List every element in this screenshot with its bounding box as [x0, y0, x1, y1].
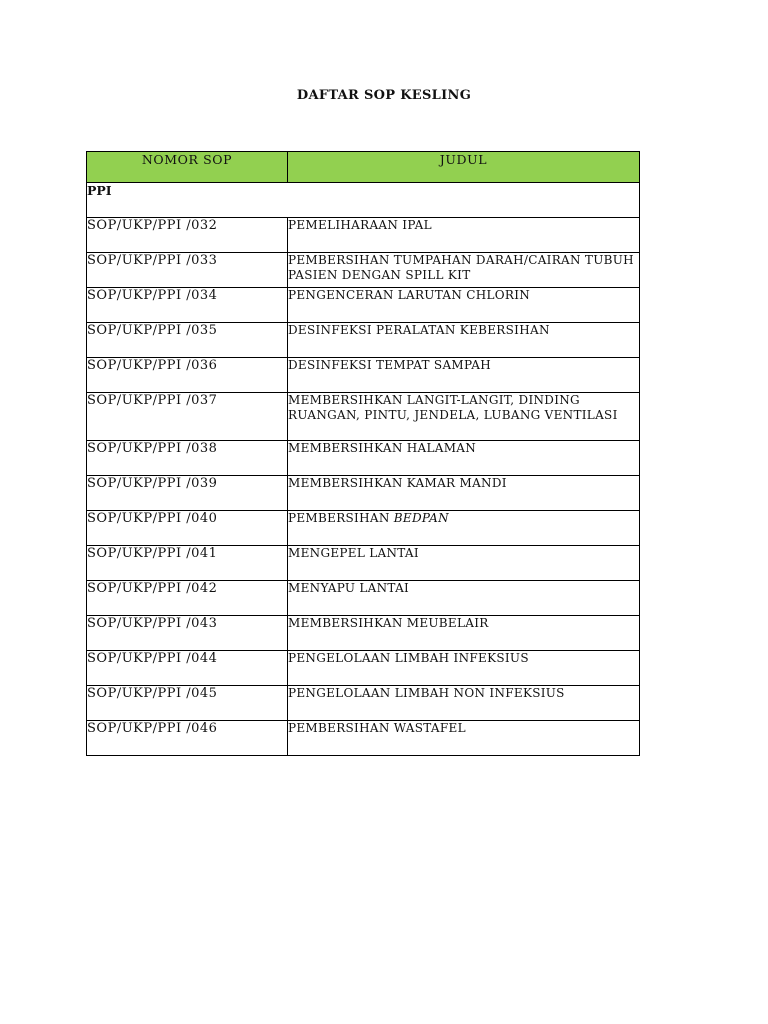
sop-number: SOP/UKP/PPI /045: [87, 686, 288, 721]
section-row: [87, 183, 640, 218]
section-label-ppi: PPI: [87, 183, 640, 218]
sop-table: [86, 151, 640, 756]
table-row: [87, 686, 640, 721]
sop-title: MENGEPEL LANTAI: [288, 546, 640, 581]
table-row: [87, 616, 640, 651]
sop-title: MEMBERSIHKAN HALAMAN: [288, 441, 640, 476]
sop-number: SOP/UKP/PPI /042: [87, 581, 288, 616]
table-row: [87, 323, 640, 358]
sop-number: SOP/UKP/PPI /041: [87, 546, 288, 581]
sop-number: SOP/UKP/PPI /043: [87, 616, 288, 651]
sop-title: MEMBERSIHKAN MEUBELAIR: [288, 616, 640, 651]
table-row: [87, 393, 640, 441]
sop-title: DESINFEKSI PERALATAN KEBERSIHAN: [288, 323, 640, 358]
sop-number: SOP/UKP/PPI /035: [87, 323, 288, 358]
sop-number: SOP/UKP/PPI /037: [87, 393, 288, 441]
sop-title: PEMELIHARAAN IPAL: [288, 218, 640, 253]
table-header-row: [87, 152, 640, 183]
table-row: [87, 288, 640, 323]
table-row: [87, 651, 640, 686]
sop-title: PENGELOLAAN LIMBAH NON INFEKSIUS: [288, 686, 640, 721]
sop-number: SOP/UKP/PPI /038: [87, 441, 288, 476]
sop-number: SOP/UKP/PPI /040: [87, 511, 288, 546]
table-row: [87, 218, 640, 253]
sop-title: PEMBERSIHAN WASTAFEL: [288, 721, 640, 756]
sop-title-italic-term: BEDPAN: [393, 511, 449, 525]
table-row: [87, 511, 640, 546]
sop-title: [288, 511, 640, 546]
sop-title: MEMBERSIHKAN LANGIT-LANGIT, DINDING RUANGAN, PINTU, JENDELA, LUBANG VENTILASI: [288, 393, 640, 441]
sop-title: PENGENCERAN LARUTAN CHLORIN: [288, 288, 640, 323]
sop-number: SOP/UKP/PPI /032: [87, 218, 288, 253]
sop-number: SOP/UKP/PPI /044: [87, 651, 288, 686]
sop-title: MEMBERSIHKAN KAMAR MANDI: [288, 476, 640, 511]
page-title: DAFTAR SOP KESLING: [296, 88, 472, 103]
header-judul: JUDUL: [288, 152, 640, 183]
table-row: [87, 546, 640, 581]
sop-number: SOP/UKP/PPI /033: [87, 253, 288, 288]
table-row: [87, 358, 640, 393]
table-row: [87, 441, 640, 476]
sop-title: PEMBERSIHAN TUMPAHAN DARAH/CAIRAN TUBUH PASIEN DENGAN SPILL KIT: [288, 253, 640, 288]
table-row: [87, 581, 640, 616]
sop-title-text: PEMBERSIHAN: [288, 511, 390, 525]
table-row: [87, 253, 640, 288]
sop-title: DESINFEKSI TEMPAT SAMPAH: [288, 358, 640, 393]
sop-number: SOP/UKP/PPI /036: [87, 358, 288, 393]
sop-number: SOP/UKP/PPI /046: [87, 721, 288, 756]
sop-title: PENGELOLAAN LIMBAH INFEKSIUS: [288, 651, 640, 686]
header-nomor-sop: NOMOR SOP: [87, 152, 288, 183]
sop-title: MENYAPU LANTAI: [288, 581, 640, 616]
sop-number: SOP/UKP/PPI /034: [87, 288, 288, 323]
sop-number: SOP/UKP/PPI /039: [87, 476, 288, 511]
table-row: [87, 476, 640, 511]
table-row: [87, 721, 640, 756]
